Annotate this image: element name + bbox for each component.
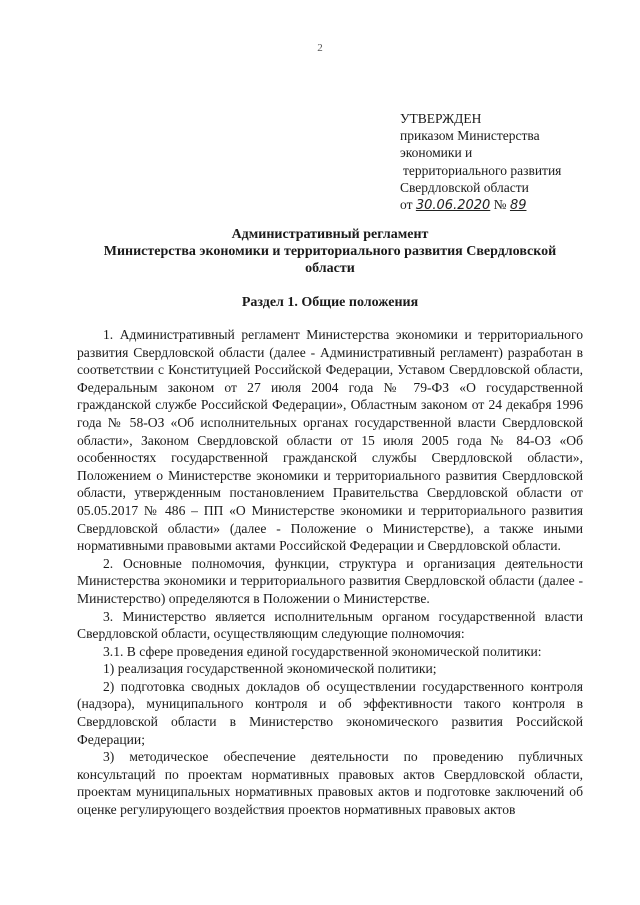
paragraph: 3) методическое обеспечение деятельности по проведению публичных консультаций по проектам нормативных правовых актов Свердловской области, проектам муниципальных нормативных правовых актов и подготовке заключений об оценке регулирующего воздействия проектов нормативных правовых актов [77, 749, 583, 818]
approval-line: территориального развития [403, 162, 562, 178]
document-title [82, 226, 578, 277]
section-heading: Раздел 1. Общие положения [241, 295, 419, 310]
order-number: 89 [509, 198, 527, 214]
approval-line: Свердловской области [400, 179, 529, 195]
from-label: от [400, 197, 413, 213]
paragraph: 3.1. В сфере проведения единой государственной экономической политики: [103, 643, 542, 659]
paragraph: 2) подготовка сводных докладов об осуществлении государственного контроля (надзора), муниципального контроля и об эффективности такого контроля в Свердловской области в Министерство экономического развития Российской Федерации; [77, 678, 583, 747]
paragraph: 1. Административный регламент Министерства экономики и территориального развития Свердловской области (далее - Административный регламент) разработан в соответствии с Конституцией Российской Федерации, Уставом Свердловской области, Федеральным законом от 27 июля 2004 года № 79-ФЗ «О государственной гражданской службе Российской Федерации», Областным законом от 24 декабря 1996 года № 58-ОЗ «Об исполнительных органах государственной власти Свердловской области», Законом Свердловской области от 15 июля 2005 года № 84-ОЗ «Об особенностях государственной гражданской службы Свердловской области», Положением о Министерстве экономики и территориального развития Свердловской области, утвержденным постановлением Правительства Свердловской области от 05.05.2017 № 486 – ПП «О Министерстве экономики и территориального развития Свердловской области» (далее - Положение о Министерстве), а также иными нормативными правовыми актами Российской Федерации и Свердловской области. [77, 327, 583, 554]
approval-line: приказом Министерства [400, 128, 540, 144]
title-line-2: Министерства экономики и территориального развития Свердловской области [103, 244, 557, 276]
order-date: 30.06.2020 [415, 198, 491, 214]
number-label: № [493, 197, 507, 213]
approval-stamp [400, 110, 600, 214]
paragraph: 3. Министерство является исполнительным органом государственной власти Свердловской области, осуществляющим следующие полномочия: [77, 608, 583, 642]
paragraph: 1) реализация государственной экономической политики; [103, 661, 437, 677]
approval-line: экономики и [400, 145, 473, 161]
title-line-1: Административный регламент [231, 227, 429, 242]
page-number: 2 [317, 42, 323, 54]
approval-signature-line [400, 196, 600, 214]
paragraph: 2. Основные полномочия, функции, структура и организация деятельности Министерства экономики и территориального развития Свердловской области (далее - Министерство) определяются в Положении о Министерстве. [77, 555, 583, 606]
document-body [77, 326, 583, 819]
approval-heading: УТВЕРЖДЕН [400, 111, 482, 126]
